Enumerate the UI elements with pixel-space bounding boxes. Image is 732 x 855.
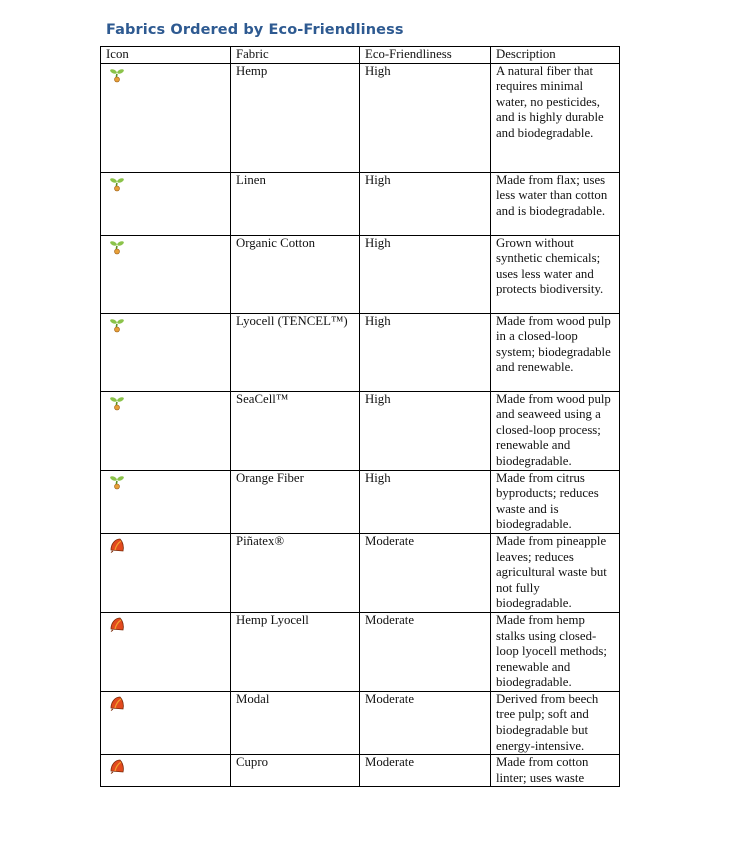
fabric-cell: Orange Fiber bbox=[231, 470, 360, 533]
icon-cell bbox=[101, 235, 231, 313]
fabrics-table bbox=[100, 46, 620, 787]
eco-cell: High bbox=[360, 63, 491, 172]
description-cell: Grown without synthetic chemicals; uses less water and protects biodiversity. bbox=[491, 235, 620, 313]
table-row bbox=[101, 235, 620, 313]
eco-cell: Moderate bbox=[360, 691, 491, 754]
table-row bbox=[101, 691, 620, 754]
eco-cell: Moderate bbox=[360, 533, 491, 612]
icon-cell bbox=[101, 533, 231, 612]
fabric-cell: Organic Cotton bbox=[231, 235, 360, 313]
table-row bbox=[101, 391, 620, 470]
fabric-cell: Lyocell (TENCEL™) bbox=[231, 313, 360, 391]
icon-cell bbox=[101, 172, 231, 235]
description-cell: Made from wood pulp and seaweed using a closed-loop process; renewable and biodegradable. bbox=[491, 391, 620, 470]
description-cell: Made from hemp stalks using closed-loop lyocell methods; renewable and biodegradable. bbox=[491, 612, 620, 691]
sprout-icon bbox=[109, 176, 125, 192]
table-row bbox=[101, 755, 620, 787]
icon-cell bbox=[101, 313, 231, 391]
sprout-icon bbox=[109, 395, 125, 411]
table-row bbox=[101, 533, 620, 612]
autumn-leaf-icon bbox=[109, 616, 125, 632]
fabric-cell: Cupro bbox=[231, 755, 360, 787]
fabric-cell: Hemp Lyocell bbox=[231, 612, 360, 691]
autumn-leaf-icon bbox=[109, 695, 125, 711]
sprout-icon bbox=[109, 317, 125, 333]
sprout-icon bbox=[109, 239, 125, 255]
description-cell: Made from pineapple leaves; reduces agricultural waste but not fully biodegradable. bbox=[491, 533, 620, 612]
fabric-cell: Hemp bbox=[231, 63, 360, 172]
eco-cell: High bbox=[360, 235, 491, 313]
table-header-row bbox=[101, 47, 620, 64]
table-row bbox=[101, 612, 620, 691]
fabric-cell: Piñatex® bbox=[231, 533, 360, 612]
table-row bbox=[101, 172, 620, 235]
table-row bbox=[101, 313, 620, 391]
document-title: Fabrics Ordered by Eco-Friendliness bbox=[106, 22, 404, 38]
header-fabric: Fabric bbox=[231, 47, 360, 64]
description-cell: Made from wood pulp in a closed-loop system; biodegradable and renewable. bbox=[491, 313, 620, 391]
table-row bbox=[101, 470, 620, 533]
icon-cell bbox=[101, 691, 231, 754]
description-cell: Made from cotton linter; uses waste bbox=[491, 755, 620, 787]
icon-cell bbox=[101, 63, 231, 172]
fabric-cell: Modal bbox=[231, 691, 360, 754]
fabric-cell: Linen bbox=[231, 172, 360, 235]
icon-cell bbox=[101, 755, 231, 787]
autumn-leaf-icon bbox=[109, 537, 125, 553]
fabric-cell: SeaCell™ bbox=[231, 391, 360, 470]
icon-cell bbox=[101, 470, 231, 533]
eco-cell: Moderate bbox=[360, 755, 491, 787]
autumn-leaf-icon bbox=[109, 758, 125, 774]
icon-cell bbox=[101, 391, 231, 470]
eco-cell: High bbox=[360, 391, 491, 470]
eco-cell: High bbox=[360, 470, 491, 533]
icon-cell bbox=[101, 612, 231, 691]
sprout-icon bbox=[109, 474, 125, 490]
header-eco-friendliness: Eco-Friendliness bbox=[360, 47, 491, 64]
header-description: Description bbox=[491, 47, 620, 64]
eco-cell: High bbox=[360, 172, 491, 235]
description-cell: Derived from beech tree pulp; soft and biodegradable but energy-intensive. bbox=[491, 691, 620, 754]
eco-cell: High bbox=[360, 313, 491, 391]
eco-cell: Moderate bbox=[360, 612, 491, 691]
description-cell: Made from flax; uses less water than cotton and is biodegradable. bbox=[491, 172, 620, 235]
description-cell: Made from citrus byproducts; reduces waste and is biodegradable. bbox=[491, 470, 620, 533]
table-row bbox=[101, 63, 620, 172]
description-cell: A natural fiber that requires minimal water, no pesticides, and is highly durable and biodegradable. bbox=[491, 63, 620, 172]
header-icon: Icon bbox=[101, 47, 231, 64]
sprout-icon bbox=[109, 67, 125, 83]
